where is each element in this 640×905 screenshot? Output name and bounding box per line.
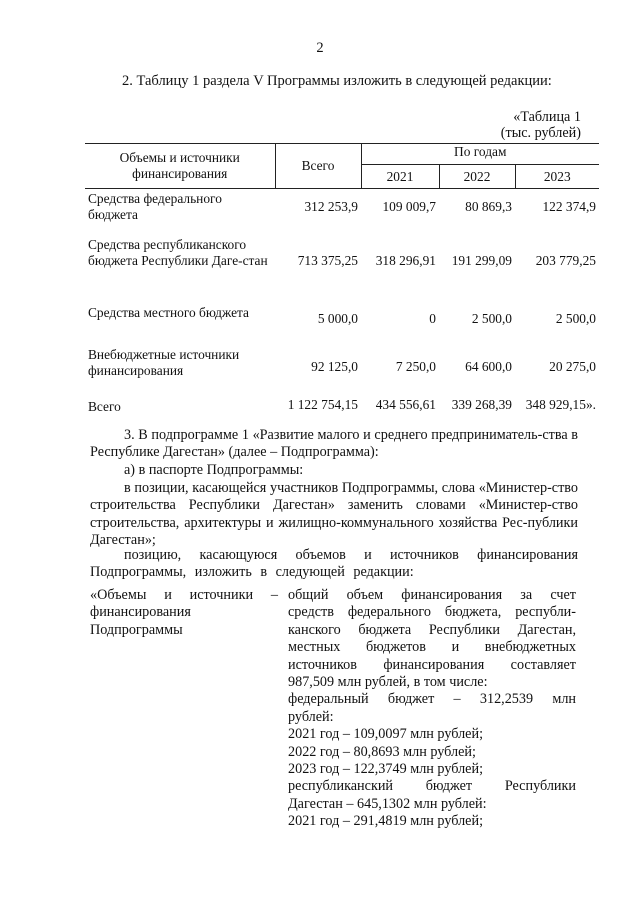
passport-value-line: федеральный бюджет – 312,2539 млн bbox=[288, 691, 576, 708]
row-total-2021: 434 556,61 bbox=[375, 396, 436, 412]
passport-label-line: финансирования bbox=[90, 604, 191, 621]
passport-value-line: 2022 год – 80,8693 млн рублей; bbox=[288, 743, 476, 760]
table-caption-units: (тыс. рублей) bbox=[500, 125, 581, 141]
row-republic-2022: 191 299,09 bbox=[451, 252, 512, 268]
table-row bbox=[85, 189, 599, 237]
row-offbudget-2022: 64 600,0 bbox=[465, 358, 512, 374]
section-heading: 2. Таблицу 1 раздела V Программы изложить в следующей редакции: bbox=[122, 73, 552, 89]
row-republic-name: Средства республиканского бюджета Республики Даге-стан bbox=[88, 236, 268, 268]
row-federal-total: 312 253,9 bbox=[304, 199, 358, 214]
passport-value-line: рублей: bbox=[288, 708, 334, 725]
passport-value-line: 2021 год – 291,4819 млн рублей; bbox=[288, 813, 484, 830]
row-federal-2021: 109 009,7 bbox=[382, 199, 436, 214]
header-by-years: По годам bbox=[361, 144, 599, 165]
table-row bbox=[85, 237, 599, 301]
table-row bbox=[85, 301, 599, 347]
passport-label-line: Подпрограммы bbox=[90, 621, 183, 638]
row-local-2021: 0 bbox=[429, 310, 436, 326]
row-local-2023: 2 500,0 bbox=[555, 310, 596, 326]
passport-value-line: местных бюджетов и внебюджетных bbox=[288, 639, 576, 656]
row-total-name: Всего bbox=[88, 398, 121, 414]
table-row bbox=[85, 347, 599, 395]
row-federal-name: Средства федерального бюджета bbox=[88, 191, 222, 222]
header-year-2021: 2021 bbox=[361, 165, 439, 189]
passport-value-line: 987,509 млн рублей, в том числе: bbox=[288, 674, 488, 691]
paragraph-financing-position: позицию, касающуюся объемов и источников финансирования Подпрограммы, изложить в следующей редакции: bbox=[90, 547, 578, 581]
header-year-2023: 2023 bbox=[515, 165, 599, 189]
passport-value-line: 2023 год – 122,3749 млн рублей; bbox=[288, 761, 484, 778]
row-local-name: Средства местного бюджета bbox=[88, 304, 249, 320]
table-caption-title: «Таблица 1 bbox=[513, 109, 581, 125]
passport-label-line: «Объемы и источники – bbox=[90, 587, 278, 603]
page-number: 2 bbox=[316, 40, 324, 56]
passport-value-line: Дагестан – 645,1302 млн рублей: bbox=[288, 795, 487, 812]
row-local-2022: 2 500,0 bbox=[471, 310, 512, 326]
passport-value-line: источников финансирования составляет bbox=[288, 656, 576, 673]
paragraph-passport: а) в паспорте Подпрограммы: bbox=[124, 462, 304, 478]
row-offbudget-total: 92 125,0 bbox=[311, 358, 358, 374]
row-offbudget-name: Внебюджетные источники финансирования bbox=[88, 346, 240, 378]
passport-value-line: канского бюджета Республики Дагестан, bbox=[288, 621, 576, 638]
paragraph-subprogram: 3. В подпрограмме 1 «Развитие малого и среднего предприниматель-ства в Республике Дагестан» (далее – Подпрограмма): bbox=[90, 427, 578, 461]
row-total-2023: 348 929,15». bbox=[525, 396, 596, 412]
row-republic-2021: 318 296,91 bbox=[375, 252, 436, 268]
row-total-total: 1 122 754,15 bbox=[287, 396, 358, 412]
passport-value-line: средств федерального бюджета, республи- bbox=[288, 604, 576, 621]
passport-value bbox=[288, 587, 576, 831]
row-total-2022: 339 268,39 bbox=[451, 396, 512, 412]
header-total: Всего bbox=[275, 144, 361, 189]
row-federal-2023: 122 374,9 bbox=[542, 199, 596, 214]
header-sources: Объемы и источники финансирования bbox=[85, 144, 275, 189]
financing-table bbox=[85, 143, 599, 419]
header-year-2022: 2022 bbox=[439, 165, 515, 189]
row-local-total: 5 000,0 bbox=[317, 310, 358, 326]
row-republic-total: 713 375,25 bbox=[297, 252, 358, 268]
row-republic-2023: 203 779,25 bbox=[535, 252, 596, 268]
passport-value-line: общий объем финансирования за счет bbox=[288, 587, 576, 603]
row-offbudget-2021: 7 250,0 bbox=[395, 358, 436, 374]
row-offbudget-2023: 20 275,0 bbox=[549, 358, 596, 374]
row-federal-2022: 80 869,3 bbox=[465, 199, 512, 214]
table-row bbox=[85, 395, 599, 419]
passport-label bbox=[90, 587, 278, 639]
paragraph-participants: в позиции, касающейся участников Подпрограммы, слова «Министер-ство строительства Республики Дагестан» заменить словами «Министер-ство строительства, архитектуры и жилищно-коммунального хозяйства Рес-публики Дагестан»; bbox=[90, 480, 578, 549]
passport-value-line: республиканский бюджет Республики bbox=[288, 778, 576, 795]
passport-value-line: 2021 год – 109,0097 млн рублей; bbox=[288, 726, 484, 743]
